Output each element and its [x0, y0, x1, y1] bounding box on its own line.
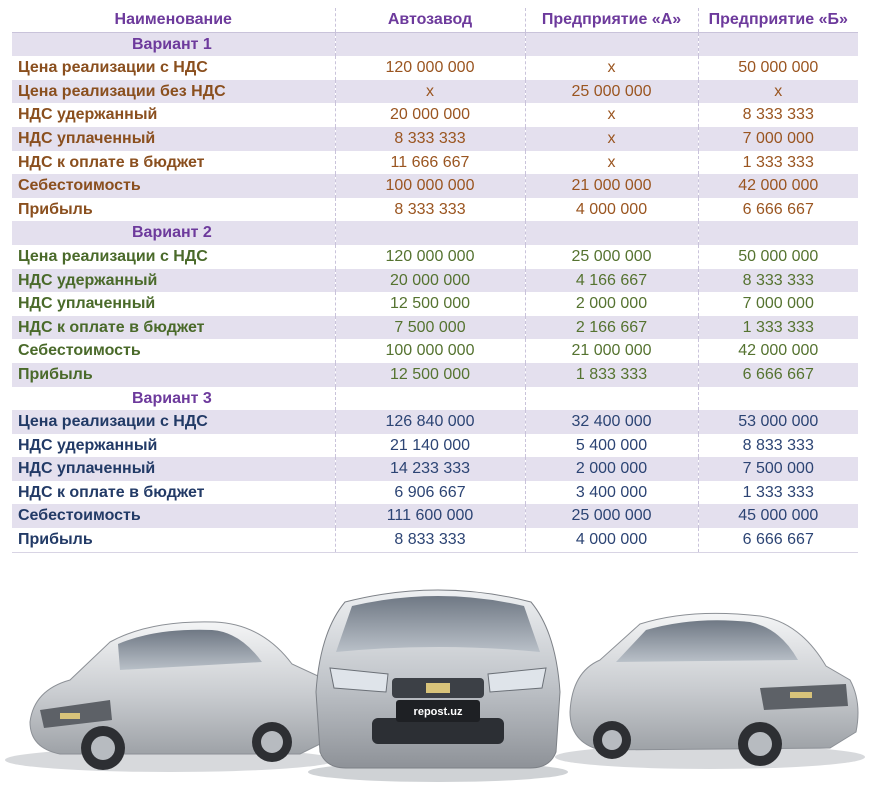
enterprise-b-value-cell: 50 000 000: [698, 245, 858, 269]
enterprise-a-value-cell: 3 400 000: [525, 481, 698, 505]
enterprise-a-value-cell: 25 000 000: [525, 245, 698, 269]
center-car-image: [308, 590, 568, 782]
enterprise-a-value-cell: 4 000 000: [525, 528, 698, 552]
empty-cell: [698, 387, 858, 411]
watermark-text: repost.uz: [413, 706, 463, 718]
empty-cell: [525, 387, 698, 411]
row-name-cell: Цена реализации с НДС: [18, 247, 208, 265]
header-enterprise-a: Предприятие «А»: [525, 8, 698, 32]
enterprise-a-value-cell: 2 000 000: [525, 457, 698, 481]
variant-title: Вариант 3: [132, 389, 212, 407]
row-name-cell: НДС к оплате в бюджет: [12, 316, 335, 340]
table-row: [12, 151, 858, 175]
left-car-image: [5, 622, 335, 772]
plant-value-cell: 6 906 667: [335, 481, 525, 505]
plant-value-cell: 8 333 333: [335, 127, 525, 151]
enterprise-b-value-cell: 6 666 667: [698, 198, 858, 222]
header-plant: Автозавод: [335, 8, 525, 32]
table-row: [12, 245, 858, 269]
empty-cell: [335, 32, 525, 56]
table-row: [12, 103, 858, 127]
row-name-cell: Прибыль: [18, 200, 93, 218]
table-row: [12, 434, 858, 458]
plant-value-cell: 126 840 000: [335, 410, 525, 434]
row-name-cell: НДС уплаченный: [18, 295, 156, 313]
row-name-cell: Себестоимость: [18, 342, 141, 360]
enterprise-b-value-cell: 50 000 000: [698, 56, 858, 80]
row-name-cell: НДС к оплате в бюджет: [18, 153, 205, 171]
enterprise-b-value-cell: 1 333 333: [698, 481, 858, 505]
enterprise-a-value-cell: 21 000 000: [525, 174, 698, 198]
enterprise-a-value-cell: 25 000 000: [525, 504, 698, 528]
row-name-cell: Себестоимость: [12, 174, 335, 198]
table-row: [12, 174, 858, 198]
enterprise-b-value-cell: 7 000 000: [698, 127, 858, 151]
plant-value-cell: 20 000 000: [335, 103, 525, 127]
variant-header-row: [12, 221, 858, 245]
enterprise-a-value-cell: х: [525, 56, 698, 80]
enterprise-a-value-cell: 4 000 000: [525, 198, 698, 222]
row-name-cell: Прибыль: [12, 363, 335, 387]
enterprise-b-value-cell: 1 333 333: [698, 151, 858, 175]
plant-value-cell: 7 500 000: [335, 316, 525, 340]
enterprise-b-value-cell: 42 000 000: [698, 174, 858, 198]
table-row: [12, 127, 858, 151]
enterprise-b-value-cell: 8 333 333: [698, 269, 858, 293]
table-row: [12, 292, 858, 316]
table-row: [12, 198, 858, 222]
cars-illustration: [0, 572, 870, 785]
plant-value-cell: 11 666 667: [335, 151, 525, 175]
plant-value-cell: 21 140 000: [335, 434, 525, 458]
enterprise-b-value-cell: 7 000 000: [698, 292, 858, 316]
row-name-cell: НДС удержанный: [18, 436, 158, 454]
table-row: [12, 363, 858, 387]
table-row: [12, 269, 858, 293]
plant-value-cell: 12 500 000: [335, 292, 525, 316]
table-row: [12, 528, 858, 552]
enterprise-a-value-cell: 2 000 000: [525, 292, 698, 316]
row-name-cell: НДС к оплате в бюджет: [18, 483, 205, 501]
enterprise-b-value-cell: 7 500 000: [698, 457, 858, 481]
header-name: Наименование: [12, 8, 335, 32]
row-name-cell: Цена реализации с НДС: [12, 410, 335, 434]
enterprise-a-value-cell: 2 166 667: [525, 316, 698, 340]
table-row: [12, 457, 858, 481]
table-row: [12, 339, 858, 363]
enterprise-b-value-cell: 8 833 333: [698, 434, 858, 458]
variant-header-row: [12, 387, 858, 411]
empty-cell: [698, 221, 858, 245]
empty-cell: [525, 32, 698, 56]
empty-cell: [335, 387, 525, 411]
enterprise-b-value-cell: 6 666 667: [698, 528, 858, 552]
row-name-cell: НДС уплаченный: [12, 457, 335, 481]
enterprise-b-value-cell: 6 666 667: [698, 363, 858, 387]
plant-value-cell: 120 000 000: [335, 56, 525, 80]
plant-value-cell: 120 000 000: [335, 245, 525, 269]
plant-value-cell: 8 833 333: [335, 528, 525, 552]
row-name-cell: НДС удержанный: [18, 106, 158, 124]
row-name-cell: Цена реализации с НДС: [18, 59, 208, 77]
empty-cell: [698, 32, 858, 56]
vat-comparison-table-wrapper: [12, 8, 858, 553]
enterprise-b-value-cell: 1 333 333: [698, 316, 858, 340]
table-row: [12, 410, 858, 434]
plant-value-cell: 100 000 000: [335, 339, 525, 363]
row-name-cell: Прибыль: [18, 531, 93, 549]
enterprise-a-value-cell: х: [525, 103, 698, 127]
enterprise-a-value-cell: 5 400 000: [525, 434, 698, 458]
header-row: [12, 8, 858, 32]
table-row: [12, 316, 858, 340]
table-row: [12, 504, 858, 528]
variant-title: Вариант 1: [12, 32, 335, 56]
vat-comparison-table: [12, 8, 858, 553]
enterprise-a-value-cell: х: [525, 151, 698, 175]
enterprise-a-value-cell: 4 166 667: [525, 269, 698, 293]
enterprise-a-value-cell: 32 400 000: [525, 410, 698, 434]
plant-value-cell: 14 233 333: [335, 457, 525, 481]
enterprise-b-value-cell: 8 333 333: [698, 103, 858, 127]
row-name-cell: Цена реализации без НДС: [12, 80, 335, 104]
empty-cell: [525, 221, 698, 245]
table-row: [12, 56, 858, 80]
table-row: [12, 80, 858, 104]
plant-value-cell: 8 333 333: [335, 198, 525, 222]
enterprise-a-value-cell: 21 000 000: [525, 339, 698, 363]
enterprise-a-value-cell: 25 000 000: [525, 80, 698, 104]
plant-value-cell: х: [335, 80, 525, 104]
plant-value-cell: 111 600 000: [335, 504, 525, 528]
empty-cell: [335, 221, 525, 245]
enterprise-b-value-cell: 42 000 000: [698, 339, 858, 363]
plant-value-cell: 20 000 000: [335, 269, 525, 293]
row-name-cell: НДС уплаченный: [12, 127, 335, 151]
enterprise-b-value-cell: х: [698, 80, 858, 104]
enterprise-b-value-cell: 53 000 000: [698, 410, 858, 434]
variant-title: Вариант 2: [12, 221, 335, 245]
row-name-cell: НДС удержанный: [12, 269, 335, 293]
header-enterprise-b: Предприятие «Б»: [698, 8, 858, 32]
variant-header-row: [12, 32, 858, 56]
plant-value-cell: 12 500 000: [335, 363, 525, 387]
table-row: [12, 481, 858, 505]
plant-value-cell: 100 000 000: [335, 174, 525, 198]
enterprise-a-value-cell: х: [525, 127, 698, 151]
enterprise-b-value-cell: 45 000 000: [698, 504, 858, 528]
row-name-cell: Себестоимость: [12, 504, 335, 528]
enterprise-a-value-cell: 1 833 333: [525, 363, 698, 387]
table-body: [12, 32, 858, 552]
right-car-image: [555, 613, 865, 769]
